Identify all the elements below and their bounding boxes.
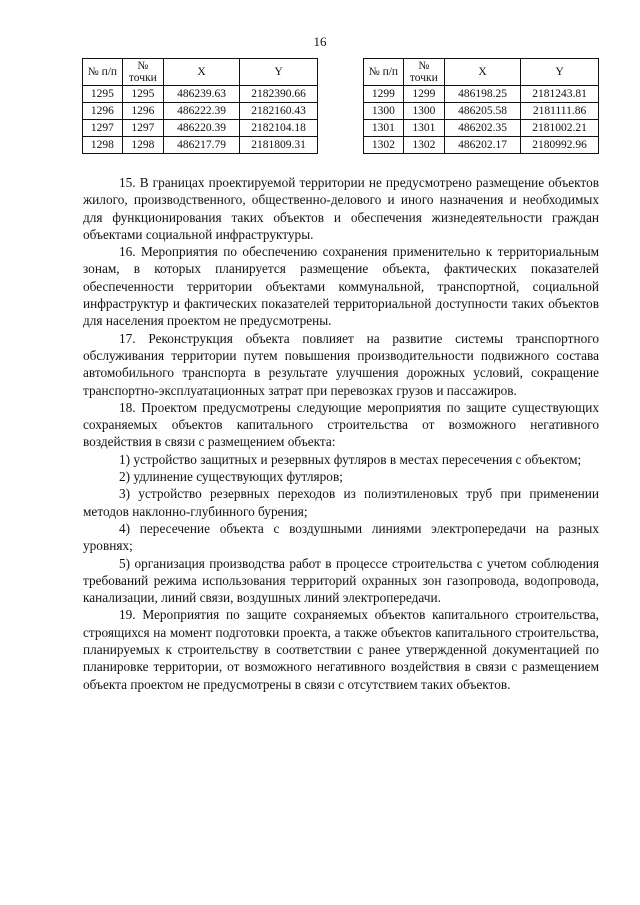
body-text (83, 174, 599, 693)
paragraph-17: 17. Реконструкция объекта повлияет на развитие системы транспортного обслуживания территории путем повышения производительности подвижного состава автомобильного транспорта в результате улучшения дорожных условий, сокращение транспортно-эксплуатационных затрат при перевозках грузов и пассажиров. (83, 330, 599, 398)
table-header-row (83, 59, 318, 86)
cell-y: 2181111.86 (521, 103, 599, 120)
header-y: Y (240, 59, 318, 86)
cell-point-number: 1299 (403, 86, 444, 103)
header-x: X (444, 59, 520, 86)
cell-x: 486202.17 (444, 137, 520, 154)
table-row (364, 120, 599, 137)
table-row (83, 137, 318, 154)
cell-y: 2182160.43 (240, 103, 318, 120)
table-row (364, 137, 599, 154)
cell-point-number: 1302 (403, 137, 444, 154)
paragraph-16: 16. Мероприятия по обеспечению сохранения применительно к территориальным зонам, в которых планируется размещение объекта, фактических показателей обеспеченности территории объектами коммунальной, транспортной, социальной инфраструктур и фактических показателей территориальной доступности таких объектов для населения проектом не предусмотрены. (83, 244, 599, 329)
cell-x: 486239.63 (163, 86, 239, 103)
header-row-number: № п/п (364, 59, 404, 86)
coordinates-table-left (82, 58, 318, 154)
table-row (364, 86, 599, 103)
table-row (83, 120, 318, 137)
cell-row-number: 1300 (364, 103, 404, 120)
list-item-3: 3) устройство резервных переходов из полиэтиленовых труб при применении методов наклонно-глубинного бурения; (83, 486, 599, 519)
cell-point-number: 1301 (403, 120, 444, 137)
cell-y: 2182390.66 (240, 86, 318, 103)
table-row (83, 103, 318, 120)
page-number: 16 (313, 34, 327, 49)
list-item-1: 1) устройство защитных и резервных футляров в местах пересечения с объектом; (119, 451, 582, 467)
cell-row-number: 1302 (364, 137, 404, 154)
cell-row-number: 1296 (83, 103, 123, 120)
cell-x: 486205.58 (444, 103, 520, 120)
cell-x: 486198.25 (444, 86, 520, 103)
table-row (364, 103, 599, 120)
cell-point-number: 1295 (122, 86, 163, 103)
paragraph-18: 18. Проектом предусмотрены следующие мероприятия по защите существующих сохраняемых объектов капитального строительства от возможного негативного воздействия в связи с размещением объекта: (83, 399, 599, 450)
cell-x: 486217.79 (163, 137, 239, 154)
header-point-number: № точки (403, 59, 444, 86)
header-x: X (163, 59, 239, 86)
cell-row-number: 1295 (83, 86, 123, 103)
list-item-5: 5) организация производства работ в процессе строительства с учетом соблюдения требований режима использования территорий охранных зон газопровода, водопровода, канализации, линий связи, воздушных линий электропередачи. (83, 555, 599, 606)
paragraph-19: 19. Мероприятия по защите сохраняемых объектов капитального строительства, строящихся на момент подготовки проекта, а также объектов капитального строительства, планируемых к строительству в соответствии с ранее утвержденной документацией по планировке территории, от возможного негативного воздействия в связи с размещением объекта проектом не предусмотрены в связи с отсутствием таких объектов. (83, 607, 599, 692)
cell-row-number: 1301 (364, 120, 404, 137)
cell-y: 2180992.96 (521, 137, 599, 154)
table-header-row (364, 59, 599, 86)
cell-y: 2182104.18 (240, 120, 318, 137)
cell-row-number: 1298 (83, 137, 123, 154)
cell-point-number: 1298 (122, 137, 163, 154)
cell-row-number: 1297 (83, 120, 123, 137)
coordinates-table-right (363, 58, 599, 154)
cell-point-number: 1300 (403, 103, 444, 120)
header-point-number: № точки (122, 59, 163, 86)
cell-y: 2181002.21 (521, 120, 599, 137)
header-y: Y (521, 59, 599, 86)
list-item-2: 2) удлинение существующих футляров; (119, 469, 343, 485)
cell-x: 486202.35 (444, 120, 520, 137)
header-row-number: № п/п (83, 59, 123, 86)
list-item-4: 4) пересечение объекта с воздушными линиями электропередачи на разных уровнях; (83, 520, 599, 554)
cell-row-number: 1299 (364, 86, 404, 103)
table-row (83, 86, 318, 103)
cell-x: 486220.39 (163, 120, 239, 137)
cell-point-number: 1296 (122, 103, 163, 120)
paragraph-15: 15. В границах проектируемой территории не предусмотрено размещение объектов жилого, производственного, общественно-делового и иного назначения и необходимых для функционирования таких объектов и обеспечения жизнедеятельности граждан объектами социальной инфраструктуры. (83, 175, 599, 242)
cell-y: 2181809.31 (240, 137, 318, 154)
cell-point-number: 1297 (122, 120, 163, 137)
cell-y: 2181243.81 (521, 86, 599, 103)
cell-x: 486222.39 (163, 103, 239, 120)
